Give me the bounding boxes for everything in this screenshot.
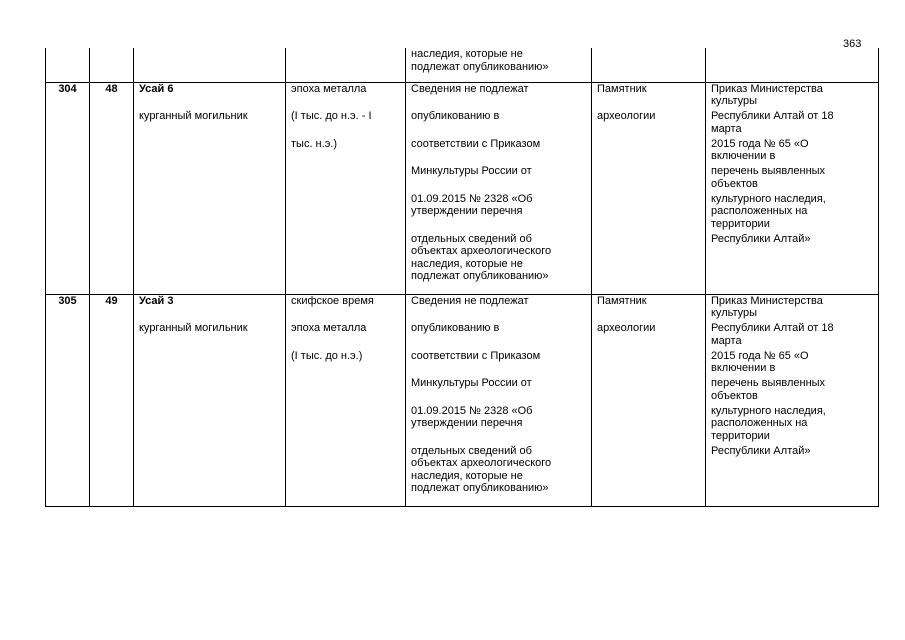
page-number: 363 [843, 38, 862, 50]
info-line: Сведения не подлежат [411, 294, 529, 307]
category-line: Памятник [597, 82, 647, 95]
document-line: территории [711, 217, 770, 230]
info-line: подлежат опубликованию» [411, 270, 549, 282]
info-line: опубликованию в [411, 110, 500, 122]
info-line: Минкультуры России от [411, 377, 532, 389]
info-line: отдельных сведений об [411, 444, 532, 457]
document-line: Республики Алтай от 18 [711, 110, 834, 122]
reg-number-cell: 304 [46, 82, 90, 294]
info-line: утверждении перечня [411, 417, 523, 429]
info-line: объектах археологического [411, 457, 552, 469]
document-line: марта [711, 122, 742, 135]
info-line: объектах археологического [411, 245, 552, 257]
info-line: отдельных сведений об [411, 232, 532, 245]
site-type: курганный могильник [139, 322, 248, 334]
info-cell [406, 48, 592, 82]
info-line: наследия, которые не [411, 257, 523, 270]
info-line: соответствии с Приказом [411, 137, 541, 150]
dating-cell [286, 294, 406, 506]
dating-line: эпоха металла [291, 82, 367, 95]
document-line: расположенных на [711, 205, 808, 217]
category-cell [592, 48, 706, 82]
info-line: 01.09.2015 № 2328 «Об [411, 192, 533, 205]
info-line: 01.09.2015 № 2328 «Об [411, 404, 533, 417]
site-name: Усай 3 [139, 294, 174, 307]
table-row [46, 82, 879, 294]
document-line: 2015 года № 65 «О [711, 137, 809, 150]
category-cell [592, 294, 706, 506]
document-line: культуры [711, 95, 758, 107]
document-cell [706, 82, 879, 294]
document-cell [706, 48, 879, 82]
document-line: культурного наследия, [711, 404, 826, 417]
info-line: Минкультуры России от [411, 165, 532, 177]
document-line: территории [711, 429, 770, 442]
name-cell [134, 294, 286, 506]
table-row [46, 294, 879, 506]
item-number-cell: 48 [90, 82, 134, 294]
name-cell [134, 48, 286, 82]
document-line: расположенных на [711, 417, 808, 429]
document-line: Приказ Министерства [711, 294, 823, 307]
dating-line: (I тыс. до н.э. - I [291, 110, 372, 122]
info-line: наследия, которые не [411, 469, 523, 482]
heritage-registry-table [45, 48, 879, 507]
dating-line: тыс. н.э.) [291, 137, 338, 150]
category-line: археологии [597, 110, 656, 122]
item-number-cell [90, 48, 134, 82]
document-line: объектов [711, 389, 758, 402]
category-line: Памятник [597, 294, 647, 307]
document-line: культурного наследия, [711, 192, 826, 205]
name-cell [134, 82, 286, 294]
dating-cell [286, 48, 406, 82]
document-line: Республики Алтай от 18 [711, 322, 834, 334]
document-line: 2015 года № 65 «О [711, 349, 809, 362]
document-line: перечень выявленных [711, 165, 826, 177]
continuation-row [46, 48, 879, 82]
info-cell [406, 82, 592, 294]
dating-line: (I тыс. до н.э.) [291, 349, 363, 362]
document-line: культуры [711, 307, 758, 319]
info-line: утверждении перечня [411, 205, 523, 217]
document-line: объектов [711, 177, 758, 190]
info-line: соответствии с Приказом [411, 349, 541, 362]
site-name: Усай 6 [139, 82, 174, 95]
category-cell [592, 82, 706, 294]
info-line: подлежат опубликованию» [411, 60, 549, 73]
info-cell [406, 294, 592, 506]
document-line: перечень выявленных [711, 377, 826, 389]
document-line: Республики Алтай» [711, 232, 811, 245]
dating-cell [286, 82, 406, 294]
item-number-cell: 49 [90, 294, 134, 506]
info-line: Сведения не подлежат [411, 82, 529, 95]
info-line: наследия, которые не [411, 48, 523, 60]
site-type: курганный могильник [139, 110, 248, 122]
reg-number-cell: 305 [46, 294, 90, 506]
info-line: опубликованию в [411, 322, 500, 334]
info-line: подлежат опубликованию» [411, 482, 549, 494]
document-line: Республики Алтай» [711, 444, 811, 457]
category-line: археологии [597, 322, 656, 334]
document-cell [706, 294, 879, 506]
dating-line: эпоха металла [291, 322, 367, 334]
document-line: марта [711, 334, 742, 347]
document-line: включении в [711, 150, 776, 162]
dating-line: скифское время [291, 294, 374, 307]
document-line: включении в [711, 362, 776, 374]
reg-number-cell [46, 48, 90, 82]
document-line: Приказ Министерства [711, 82, 823, 95]
